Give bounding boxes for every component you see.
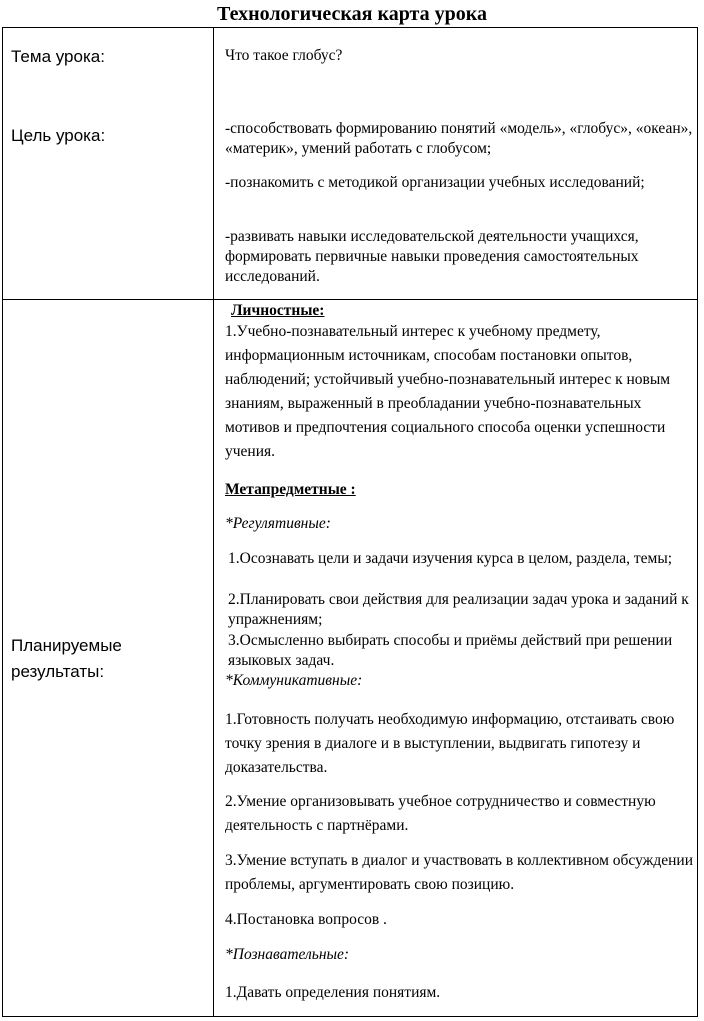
meta-heading: Метапредметные : bbox=[225, 481, 356, 498]
cognitive-item: 1.Давать определения понятиям. bbox=[225, 984, 441, 1001]
row-divider bbox=[3, 299, 697, 300]
goal-item: -развивать навыки исследовательской деятельности учащихся, формировать первичные навыки проведения самостоятельных исследований. bbox=[225, 228, 639, 285]
communicative-item: 4.Постановка вопросов . bbox=[225, 911, 387, 928]
results-label-line: Планируемые bbox=[11, 636, 122, 655]
personal-text: 1.Учебно-познавательный интерес к учебному предмету, информационным источникам, способам постановки опытов, наблюдений; устойчивый учебно-познавательный интерес к новым знаниям, выраженный в преобладании учебно-познавательных мотивов и предпочтения социального способа оценки успешности учения. bbox=[225, 323, 671, 460]
topic-label: Тема урока: bbox=[11, 47, 105, 66]
goal-item: -способствовать формированию понятий «модель», «глобус», «океан», «материк», умений работать с глобусом; bbox=[225, 120, 693, 157]
communicative-item: 3.Умение вступать в диалог и участвовать в коллективном обсуждении проблемы, аргументировать свою позицию. bbox=[225, 852, 694, 893]
cognitive-heading: *Познавательные: bbox=[225, 946, 350, 963]
goal-label: Цель урока: bbox=[11, 126, 106, 145]
communicative-heading: *Коммуникативные: bbox=[225, 672, 363, 689]
personal-heading: Личностные: bbox=[231, 302, 325, 319]
topic-value: Что такое глобус? bbox=[225, 47, 343, 64]
results-label-line: результаты: bbox=[11, 662, 105, 681]
goal-item: -познакомить с методикой организации учебных исследований; bbox=[225, 174, 645, 191]
communicative-item: 2.Умение организовывать учебное сотрудничество и совместную деятельность с партнёрами. bbox=[225, 793, 656, 834]
communicative-item: 1.Готовность получать необходимую информацию, отстаивать свою точку зрения в диалоге и в выступлении, выдвигать гипотезу и доказательства. bbox=[225, 711, 675, 776]
regulatory-heading: *Регулятивные: bbox=[225, 515, 331, 532]
document-title: Технологическая карта урока bbox=[217, 3, 487, 25]
regulatory-item: 1.Осознавать цели и задачи изучения курса в целом, раздела, темы; bbox=[228, 550, 673, 567]
lesson-plan-table bbox=[2, 27, 698, 1017]
column-divider bbox=[213, 28, 214, 1016]
regulatory-item: 3.Осмысленно выбирать способы и приёмы действий при решении языковых задач. bbox=[228, 632, 673, 669]
results-label bbox=[11, 633, 122, 685]
regulatory-item: 2.Планировать свои действия для реализации задач урока и заданий к упражнениям; bbox=[228, 591, 689, 628]
